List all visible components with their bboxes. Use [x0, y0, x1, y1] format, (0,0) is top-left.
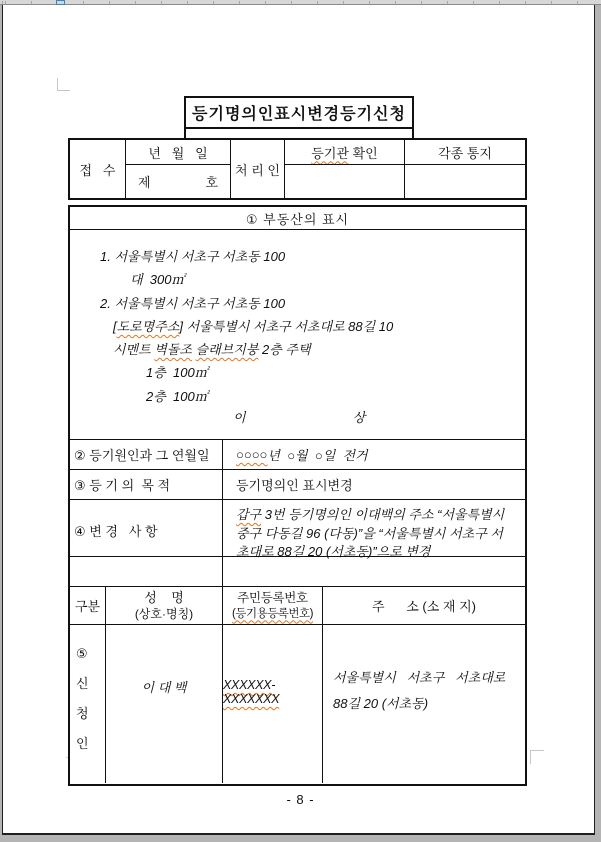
margin-corner-mark-top-left — [57, 78, 70, 91]
end-right-char: 상 — [352, 410, 366, 426]
brick-word: 벽돌조 — [154, 342, 192, 358]
address-line1: 서울특별시 서초구 서초대로 — [333, 670, 506, 685]
cause-date-label: ② 등기원인과 그 연월일 — [74, 448, 210, 463]
name-header-line2: (상호·명칭) — [134, 606, 194, 621]
title-connector-left — [184, 129, 186, 138]
changes-row — [70, 499, 525, 559]
empty-cell-right[interactable] — [222, 557, 525, 586]
gapgu-word: 갑구 — [236, 507, 262, 522]
property-description-row — [70, 229, 525, 439]
applicant-row — [70, 624, 525, 783]
property-line: 2층 100㎡ — [146, 388, 208, 404]
purpose-label: ③ 등 기 의 목 적 — [74, 478, 171, 493]
officer-check-header — [284, 140, 404, 164]
reception-number-cell[interactable] — [125, 164, 230, 198]
applicant-name: 이 대 백 — [105, 625, 222, 783]
property-section-header-row — [70, 207, 525, 229]
handler-label: 처 리 인 — [230, 140, 284, 198]
col-header-type: 구분 — [74, 599, 101, 614]
applicant-type-char: 청 — [76, 706, 89, 721]
page-number: - 8 - — [286, 792, 315, 807]
property-line: 2. 서울특별시 서초구 서초동 100 — [100, 295, 286, 311]
applicant-type-char: 신 — [76, 676, 89, 691]
end-of-list-line — [70, 408, 525, 428]
reception-number-label-right: 호 — [205, 175, 218, 190]
reception-label: 접 수 — [79, 162, 116, 178]
applicant-type-char: 인 — [76, 736, 89, 751]
name-header-line1: 성 명 — [144, 589, 184, 605]
purpose-value: 등기명의인 표시변경 — [222, 470, 525, 499]
applicant-number-badge: ⑤ — [76, 646, 88, 661]
property-line: 1. 서울특별시 서초구 서초동 100 — [100, 249, 286, 264]
bracket-open: [ — [113, 318, 117, 334]
margin-corner-mark-bottom-right — [530, 750, 544, 764]
road-address-rest: ] 서울특별시 서초구 서초대로 88길 10 — [179, 318, 394, 334]
reception-table — [68, 138, 527, 200]
slab-roof-word: 슬래브지붕 — [195, 342, 259, 358]
structure-rest: 2층 주택 — [258, 342, 311, 358]
purpose-row — [70, 469, 525, 499]
regno-header-line1: 주민등록번호 — [237, 590, 308, 605]
reception-number-label-left: 제 — [138, 175, 151, 190]
main-form-table — [68, 205, 527, 786]
changes-value — [222, 500, 525, 562]
property-line: 대 300㎡ — [130, 272, 185, 288]
officer-check-word: 등기관 — [311, 145, 349, 161]
cause-year-blank: ○○○○ — [236, 447, 268, 462]
structure-text: 시멘트 — [113, 342, 155, 358]
property-line: 1층 100㎡ — [146, 365, 208, 381]
cause-date-value — [222, 440, 525, 469]
road-address-word: 도로명주소 — [116, 318, 180, 334]
notice-header: 각종 통지 — [404, 140, 525, 164]
property-section-header: ① 부동산의 표시 — [245, 211, 350, 227]
reception-date-label: 년 월 일 — [125, 140, 230, 164]
form-title — [184, 96, 414, 129]
notice-empty-cell[interactable] — [404, 164, 525, 198]
officer-check-rest: 확인 — [348, 145, 378, 161]
changes-text: 3번 등기명의인 이대백의 주소 “서울특별시 중구 다동길 96 (다동)”을 “서울특별시 서초구 서초대로 88길 20 (서초동)”으로 변경 — [236, 507, 505, 559]
cause-date-rest: 년 ○월 ○일 전거 — [267, 448, 368, 463]
form-title-text: 등기명의인표시변경등기신청 — [192, 106, 406, 123]
address-line2: 88길 20 (서초동) — [333, 696, 429, 711]
regno-masked-value: XXXXXX-XXXXXXX — [223, 678, 280, 706]
property-line — [70, 315, 525, 338]
applicant-address — [322, 625, 525, 783]
regno-header-line2: (등기용등록번호) — [232, 607, 313, 620]
col-header-name — [105, 587, 222, 624]
applicant-header-row — [70, 586, 525, 624]
property-description — [70, 230, 525, 439]
applicant-type-cell — [70, 625, 105, 783]
col-header-address: 주 소 (소 재 지) — [322, 587, 525, 624]
changes-label: ④ 변 경 사 항 — [74, 524, 158, 540]
officer-check-empty-cell[interactable] — [284, 164, 404, 198]
applicant-regno — [222, 625, 322, 783]
end-left-char: 이 — [233, 410, 246, 426]
property-line — [70, 338, 525, 361]
col-header-regno — [222, 587, 322, 624]
empty-cell-left[interactable] — [70, 557, 222, 586]
empty-row — [70, 556, 525, 586]
title-connector-right — [412, 129, 414, 138]
cause-date-row — [70, 439, 525, 469]
